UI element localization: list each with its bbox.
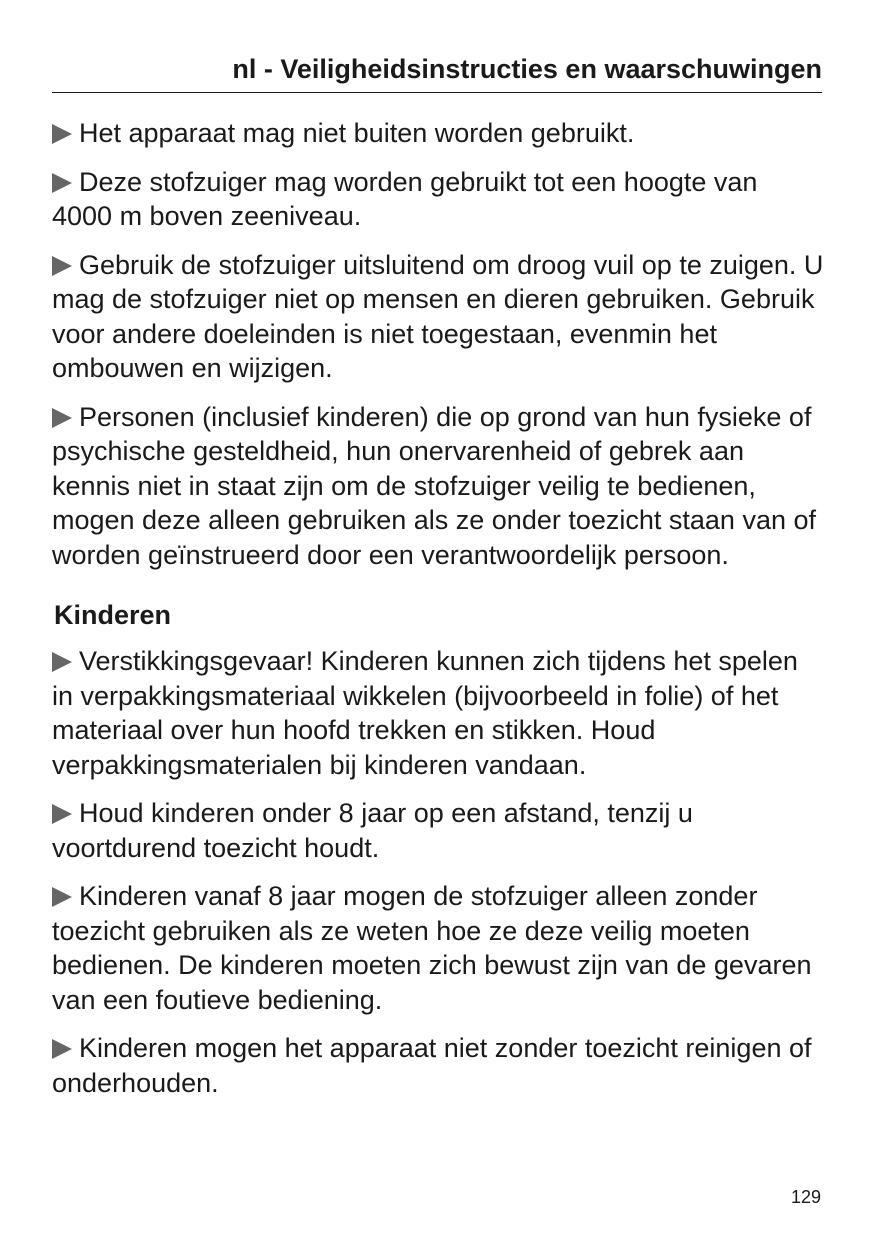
instruction-paragraph (52, 116, 824, 151)
page-header (52, 52, 822, 93)
triangle-right-icon (52, 256, 72, 276)
triangle-right-icon (52, 887, 72, 907)
instruction-paragraph (52, 400, 824, 573)
triangle-right-icon (52, 173, 72, 193)
instruction-paragraph (52, 644, 824, 782)
triangle-right-icon (52, 408, 72, 428)
paragraph-text: Kinderen mogen het apparaat niet zonder toezicht reinigen of onderhouden. (52, 1033, 812, 1098)
paragraph-text: Het apparaat mag niet buiten worden gebruikt. (79, 118, 635, 148)
paragraph-text: Personen (inclusief kinderen) die op grond van hun fysieke of psychische gesteldheid, hun onervarenheid of gebrek aan kennis niet in staat zijn om de stofzuiger veilig te bedienen, mogen deze alleen gebruiken als ze onder toezicht staan van of worden geïnstrueerd door een verantwoordelijk persoon. (52, 401, 817, 570)
instruction-paragraph (52, 879, 824, 1017)
paragraph-text: Verstikkingsgevaar! Kinderen kunnen zich tijdens het spelen in verpakkingsmateriaal wikkelen (bijvoorbeeld in folie) of het materiaal over hun hoofd trekken en stikken. Houd verpakkingsmaterialen bij kinderen vandaan. (52, 646, 798, 780)
page-number: 129 (790, 1187, 821, 1207)
paragraph-text: Deze stofzuiger mag worden gebruikt tot een hoogte van 4000 m boven zeeniveau. (52, 166, 758, 231)
section-heading-kinderen: Kinderen (54, 600, 172, 630)
paragraph-text: Houd kinderen onder 8 jaar op een afstand, tenzij u voortdurend toezicht houdt. (52, 798, 693, 863)
triangle-right-icon (52, 124, 72, 144)
instruction-paragraph (52, 248, 824, 386)
instruction-paragraph (52, 1031, 824, 1100)
triangle-right-icon (52, 1039, 72, 1059)
paragraph-text: Gebruik de stofzuiger uitsluitend om droog vuil op te zuigen. U mag de stofzuiger niet op mensen en dieren gebruiken. Gebruik voor andere doeleinden is niet toegestaan, evenmin het ombouwen en wijzigen. (52, 249, 824, 383)
document-body (52, 116, 824, 1114)
triangle-right-icon (52, 804, 72, 824)
page-title: nl - Veiligheidsinstructies en waarschuwingen (232, 54, 822, 84)
instruction-paragraph (52, 796, 824, 865)
paragraph-text: Kinderen vanaf 8 jaar mogen de stofzuiger alleen zonder toezicht gebruiken als ze weten hoe ze deze veilig moeten bedienen. De kinderen moeten zich bewust zijn van de gevaren van een foutieve bediening. (52, 881, 812, 1015)
instruction-paragraph (52, 165, 824, 234)
triangle-right-icon (52, 652, 72, 672)
